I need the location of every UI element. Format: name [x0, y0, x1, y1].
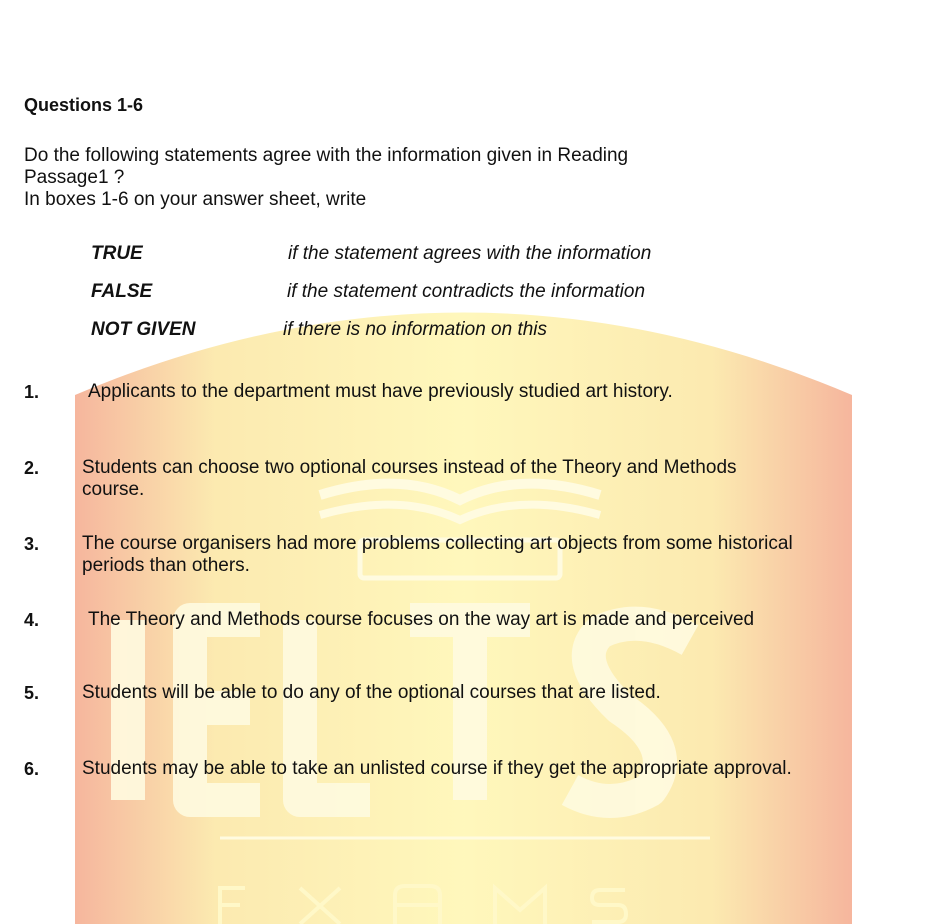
question-text: Students can choose two optional courses instead of the Theory and Methods course. [82, 457, 737, 500]
instructions-line: Passage1 ? [24, 167, 125, 188]
instructions-line: Do the following statements agree with the information given in Reading [24, 145, 629, 166]
question-number: 3. [24, 534, 40, 554]
question-number: 2. [24, 458, 40, 478]
instructions-line: In boxes 1-6 on your answer sheet, write [24, 189, 367, 210]
question-text: Applicants to the department must have previously studied art history. [88, 381, 673, 402]
section-heading: Questions 1-6 [24, 95, 144, 115]
key-term: FALSE [91, 281, 153, 302]
question-number: 6. [24, 759, 40, 779]
question-text: Students will be able to do any of the optional courses that are listed. [82, 682, 661, 703]
key-term: TRUE [91, 243, 143, 264]
question-text-content: The Theory and Methods course focuses on the way art is made and perceived [88, 609, 755, 630]
question-text: The course organisers had more problems collecting art objects from some historical periods than others. [82, 533, 793, 576]
question-number: 4. [24, 610, 40, 630]
instructions [24, 145, 784, 211]
question-text [88, 609, 768, 631]
question-text: Students may be able to take an unlisted course if they get the appropriate approval. [82, 758, 792, 779]
key-description: if there is no information on this [283, 319, 548, 340]
question-number: 1. [24, 382, 40, 402]
question-number: 5. [24, 683, 40, 703]
key-description: if the statement agrees with the information [288, 243, 652, 264]
key-description: if the statement contradicts the information [287, 281, 646, 302]
key-term: NOT GIVEN [91, 319, 196, 340]
